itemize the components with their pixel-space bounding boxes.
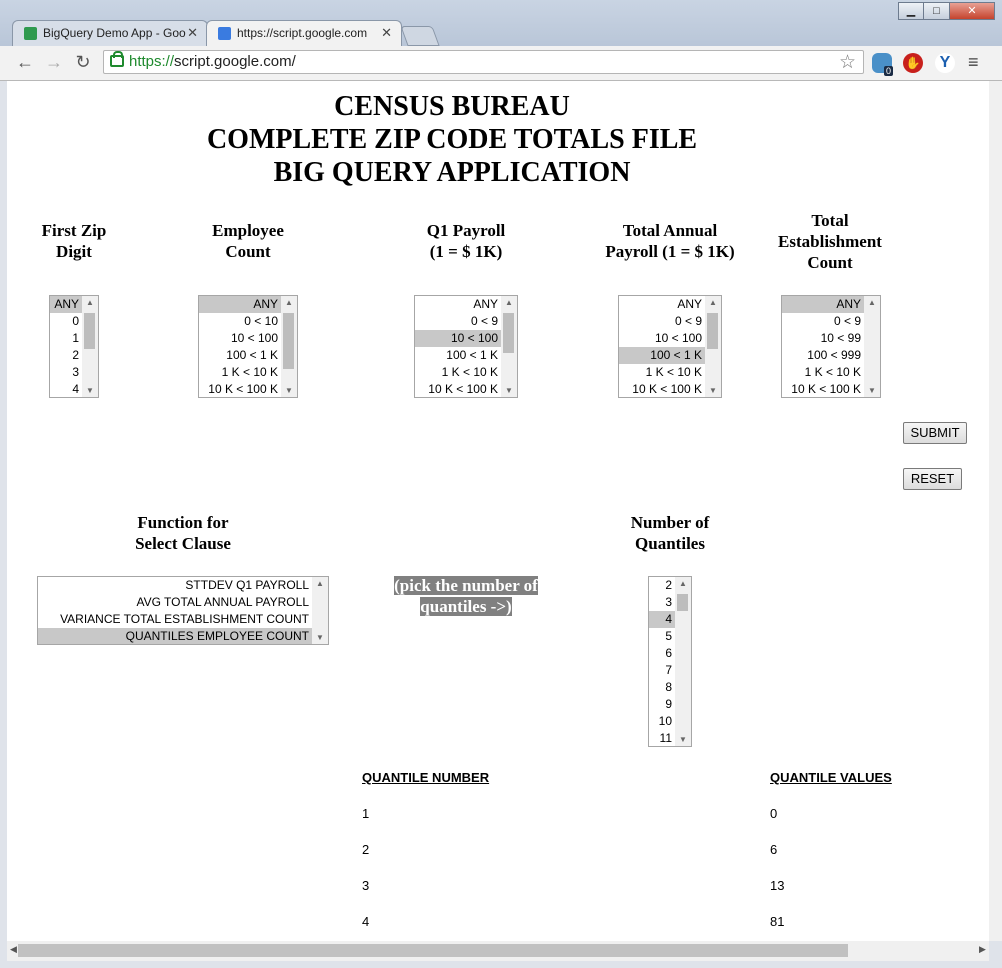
listbox-option[interactable]: 10 xyxy=(658,714,672,728)
listbox-option[interactable]: 2 xyxy=(72,348,79,362)
close-window-button[interactable]: ✕ xyxy=(949,2,995,20)
quantile-value-cell: 0 xyxy=(770,806,778,821)
arrow-icon xyxy=(218,27,231,40)
employee-count-header: Employee Count xyxy=(212,221,284,261)
listbox-option[interactable]: 10 K < 100 K xyxy=(428,382,498,396)
url-scheme: https:// xyxy=(129,53,175,70)
quantile-number-cell: 3 xyxy=(362,878,370,893)
reset-button[interactable]: RESET xyxy=(903,468,962,490)
extension-badge: 0 xyxy=(886,66,892,76)
listbox-option[interactable]: 9 xyxy=(665,697,672,711)
vertical-scrollbar[interactable] xyxy=(989,81,1002,941)
listbox-option[interactable]: 10 < 100 xyxy=(654,331,702,345)
quantile-value-cell: 6 xyxy=(770,842,778,857)
tab-script-google[interactable] xyxy=(206,20,402,46)
listbox-option[interactable]: 10 < 99 xyxy=(820,331,861,345)
listbox-options xyxy=(199,296,281,398)
listbox-option[interactable]: 0 < 9 xyxy=(674,314,702,328)
listbox-option[interactable]: 10 < 100 xyxy=(415,330,501,347)
quantile-hint: (pick the number of quantiles ->) xyxy=(394,576,538,616)
address-bar[interactable] xyxy=(103,50,864,74)
tab-label: BigQuery Demo App - Goo xyxy=(43,26,186,40)
window-border xyxy=(0,961,1002,968)
maximize-button[interactable]: □ xyxy=(923,2,950,20)
total-annual-payroll-header: Total Annual Payroll (1 = $ 1K) xyxy=(605,221,735,261)
listbox-option[interactable]: ANY xyxy=(50,296,82,313)
listbox-option[interactable]: 3 xyxy=(72,365,79,379)
listbox-scrollbar[interactable]: ▲ ▼ xyxy=(281,296,297,397)
quantile-number-cell: 1 xyxy=(362,806,370,821)
total-annual-payroll-listbox[interactable] xyxy=(618,295,722,398)
listbox-option[interactable]: 3 xyxy=(665,595,672,609)
url-host: script.google.com/ xyxy=(174,53,296,70)
listbox-option[interactable]: 6 xyxy=(665,646,672,660)
listbox-option[interactable]: 4 xyxy=(72,382,79,396)
listbox-scrollbar[interactable]: ▲ ▼ xyxy=(312,577,328,644)
function-header: Function for Select Clause xyxy=(135,513,231,553)
listbox-option[interactable]: 100 < 1 K xyxy=(446,348,498,362)
star-icon[interactable]: ☆ xyxy=(839,52,857,73)
listbox-option[interactable]: ANY xyxy=(473,297,498,311)
horizontal-scrollbar-thumb[interactable] xyxy=(18,944,848,957)
adblock-icon[interactable]: ✋ xyxy=(903,53,923,73)
submit-button[interactable]: SUBMIT xyxy=(903,422,967,444)
listbox-option[interactable]: 0 xyxy=(72,314,79,328)
forward-icon[interactable]: → xyxy=(45,52,63,72)
quantile-value-cell: 13 xyxy=(770,878,785,893)
listbox-option[interactable]: 10 < 100 xyxy=(230,331,278,345)
new-tab-button[interactable] xyxy=(400,26,439,46)
listbox-option[interactable]: STTDEV Q1 PAYROLL xyxy=(185,578,309,592)
first-zip-listbox[interactable] xyxy=(49,295,99,398)
first-zip-header: First Zip Digit xyxy=(41,221,107,261)
y-extension-icon[interactable]: Y xyxy=(935,53,955,73)
tab-label: https://script.google.com xyxy=(237,26,368,40)
listbox-options xyxy=(782,296,864,398)
listbox-option[interactable]: 10 K < 100 K xyxy=(632,382,702,396)
listbox-option[interactable]: 1 xyxy=(72,331,79,345)
listbox-scrollbar[interactable]: ▲ ▼ xyxy=(82,296,98,397)
back-icon[interactable]: ← xyxy=(16,52,34,72)
lock-icon xyxy=(110,55,124,67)
close-icon[interactable]: ✕ xyxy=(187,25,198,40)
listbox-option[interactable]: 5 xyxy=(665,629,672,643)
listbox-option[interactable]: 11 xyxy=(659,731,672,745)
listbox-option[interactable]: VARIANCE TOTAL ESTABLISHMENT COUNT xyxy=(60,612,309,626)
establishment-count-listbox[interactable] xyxy=(781,295,881,398)
listbox-option[interactable]: 100 < 999 xyxy=(807,348,861,362)
minimize-button[interactable]: ▁ xyxy=(898,2,924,20)
q1-payroll-header: Q1 Payroll (1 = $ 1K) xyxy=(426,221,506,261)
page-title-line-2: COMPLETE ZIP CODE TOTALS FILE xyxy=(206,124,698,155)
quantile-number-cell: 2 xyxy=(362,842,370,857)
listbox-option[interactable]: 0 < 9 xyxy=(833,314,861,328)
listbox-option[interactable]: 0 < 10 xyxy=(244,314,278,328)
listbox-option[interactable]: 1 K < 10 K xyxy=(221,365,278,379)
employee-count-listbox[interactable] xyxy=(198,295,298,398)
menu-icon[interactable]: ≡ xyxy=(968,52,979,72)
page-title-line-1: CENSUS BUREAU xyxy=(334,91,570,122)
listbox-option[interactable]: ANY xyxy=(782,296,864,313)
listbox-option[interactable]: 1 K < 10 K xyxy=(441,365,498,379)
listbox-options xyxy=(619,296,705,398)
listbox-option[interactable]: QUANTILES EMPLOYEE COUNT xyxy=(38,628,312,645)
reload-icon[interactable]: ↻ xyxy=(75,52,91,72)
listbox-option[interactable]: 8 xyxy=(665,680,672,694)
close-icon[interactable]: ✕ xyxy=(381,25,392,40)
tab-bigquery-demo[interactable] xyxy=(12,20,208,46)
listbox-scrollbar[interactable]: ▲ ▼ xyxy=(864,296,880,397)
listbox-option[interactable]: ANY xyxy=(199,296,281,313)
listbox-option[interactable]: 10 K < 100 K xyxy=(208,382,278,396)
listbox-option[interactable]: 100 < 1 K xyxy=(226,348,278,362)
listbox-scrollbar[interactable]: ▲ ▼ xyxy=(501,296,517,397)
listbox-option[interactable]: 1 K < 10 K xyxy=(804,365,861,379)
listbox-scrollbar[interactable]: ▲ ▼ xyxy=(705,296,721,397)
scroll-right-icon[interactable]: ▶ xyxy=(979,944,986,954)
quantiles-listbox[interactable] xyxy=(648,576,692,747)
listbox-option[interactable]: 4 xyxy=(649,611,675,628)
quantile-value-cell: 81 xyxy=(770,914,785,929)
scroll-left-icon[interactable]: ◀ xyxy=(10,944,17,954)
function-listbox[interactable] xyxy=(37,576,329,645)
listbox-options xyxy=(415,296,501,398)
quantile-number-cell: 4 xyxy=(362,914,370,929)
listbox-option[interactable]: ANY xyxy=(677,297,702,311)
q1-payroll-listbox[interactable] xyxy=(414,295,518,398)
listbox-option[interactable]: 100 < 1 K xyxy=(619,347,705,364)
listbox-options xyxy=(649,577,675,747)
quantile-values-column-header: QUANTILE VALUES xyxy=(770,770,892,785)
listbox-option[interactable]: 0 < 9 xyxy=(470,314,498,328)
establishment-count-header: Total Establishment Count xyxy=(778,211,882,272)
listbox-option[interactable]: 2 xyxy=(665,578,672,592)
listbox-options xyxy=(38,577,312,645)
listbox-options xyxy=(50,296,82,398)
listbox-option[interactable]: AVG TOTAL ANNUAL PAYROLL xyxy=(136,595,309,609)
listbox-scrollbar[interactable]: ▲ ▼ xyxy=(675,577,691,746)
listbox-option[interactable]: 7 xyxy=(665,663,672,677)
sheets-icon xyxy=(24,27,37,40)
listbox-option[interactable]: 1 K < 10 K xyxy=(645,365,702,379)
listbox-option[interactable]: 10 K < 100 K xyxy=(791,382,861,396)
quantile-number-column-header: QUANTILE NUMBER xyxy=(362,770,490,785)
page-title-line-3: BIG QUERY APPLICATION xyxy=(273,157,631,188)
quantiles-header: Number of Quantiles xyxy=(630,513,710,553)
